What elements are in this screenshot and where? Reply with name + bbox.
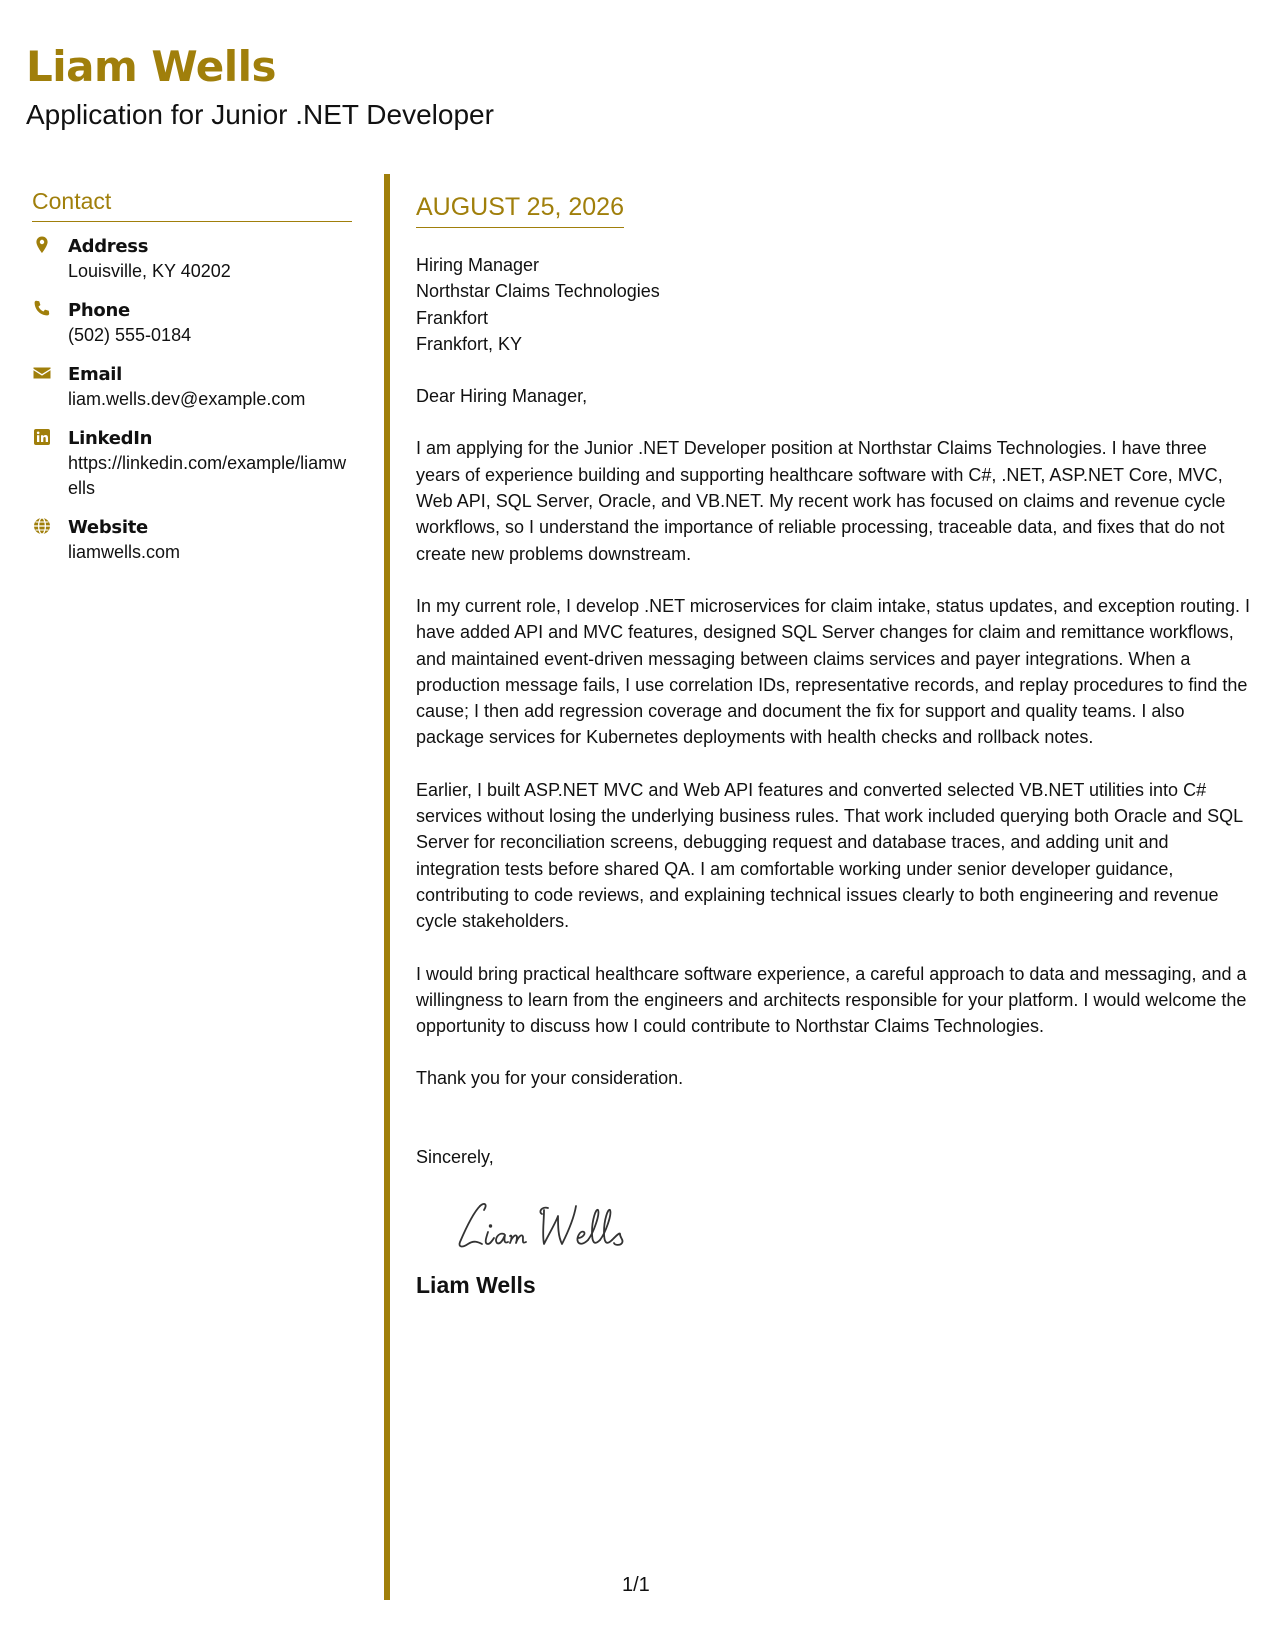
applicant-name: Liam Wells (26, 42, 276, 91)
website-value[interactable]: liamwells.com (68, 542, 181, 562)
thank-you-line: Thank you for your consideration. (416, 1068, 684, 1089)
email-value[interactable]: liam.wells.dev@example.com (68, 389, 306, 409)
recipient-line: Hiring Manager (416, 255, 540, 275)
contact-heading: Contact (32, 188, 352, 222)
body-paragraph: Earlier, I built ASP.NET MVC and Web API features and converted selected VB.NET utilities into C# services without losing the underlying business rules. That work included querying both Oracle and SQL Server for reconciliation screens, debugging request and database traces, and adding unit and integration tests before shared QA. I am comfortable working under senior developer guidance, contributing to code reviews, and explaining technical issues clearly to both engineering and revenue cycle stakeholders. (416, 779, 1243, 932)
signer-name: Liam Wells (416, 1272, 536, 1299)
recipient-line: Frankfort (416, 307, 489, 328)
map-pin-icon (32, 235, 52, 255)
linkedin-label: LinkedIn (68, 428, 153, 449)
closing: Sincerely, (416, 1146, 494, 1167)
address-label: Address (68, 236, 149, 257)
contact-website (32, 515, 352, 565)
linkedin-icon (32, 427, 52, 447)
phone-value: (502) 555-0184 (68, 325, 192, 345)
address-value: Louisville, KY 40202 (68, 261, 231, 281)
handwritten-signature (452, 1192, 1252, 1262)
contact-sidebar (32, 188, 352, 579)
letter-date: AUGUST 25, 2026 (416, 192, 624, 228)
envelope-icon (32, 363, 52, 383)
body-paragraph: In my current role, I develop .NET microservices for claim intake, status updates, and exception routing. I have added API and MVC features, designed SQL Server changes for claim and remittance workflows, and maintained event-driven messaging between claims services and payer integrations. When a production message fails, I use correlation IDs, representative records, and replay procedures to find the cause; I then add regression coverage and document the fix for support and quality teams. I also package services for Kubernetes deployments with health checks and rollback notes. (416, 595, 1251, 748)
salutation: Dear Hiring Manager, (416, 386, 588, 407)
cover-letter-body (416, 192, 1252, 1298)
signature-image (452, 1192, 652, 1262)
page-number: 1/1 (622, 1574, 650, 1596)
contact-linkedin (32, 426, 352, 501)
contact-address (32, 234, 352, 284)
globe-icon (32, 516, 52, 536)
phone-icon (32, 299, 52, 319)
body-paragraph: I would bring practical healthcare software experience, a careful approach to data and messaging, and a willingness to learn from the engineers and architects responsible for your platform. I would welcome the opportunity to discuss how I could contribute to Northstar Claims Technologies. (416, 963, 1247, 1037)
body-paragraph: I am applying for the Junior .NET Developer position at Northstar Claims Technologies. I have three years of experience building and supporting healthcare software with C#, .NET, ASP.NET Core, MVC, Web API, SQL Server, Oracle, and VB.NET. My recent work has focused on claims and revenue cycle workflows, so I understand the importance of reliable processing, traceable data, and fixes that do not create new problems downstream. (416, 438, 1226, 564)
vertical-divider (384, 174, 390, 1600)
website-label: Website (68, 517, 148, 538)
contact-email (32, 362, 352, 412)
recipient-line: Northstar Claims Technologies (416, 281, 660, 302)
linkedin-value[interactable]: https://linkedin.com/example/liamwells (68, 453, 347, 498)
application-subtitle: Application for Junior .NET Developer (26, 99, 494, 130)
recipient-block (416, 252, 1252, 357)
recipient-line: Frankfort, KY (416, 333, 523, 354)
contact-phone (32, 298, 352, 348)
email-label: Email (68, 364, 123, 385)
phone-label: Phone (68, 300, 130, 321)
